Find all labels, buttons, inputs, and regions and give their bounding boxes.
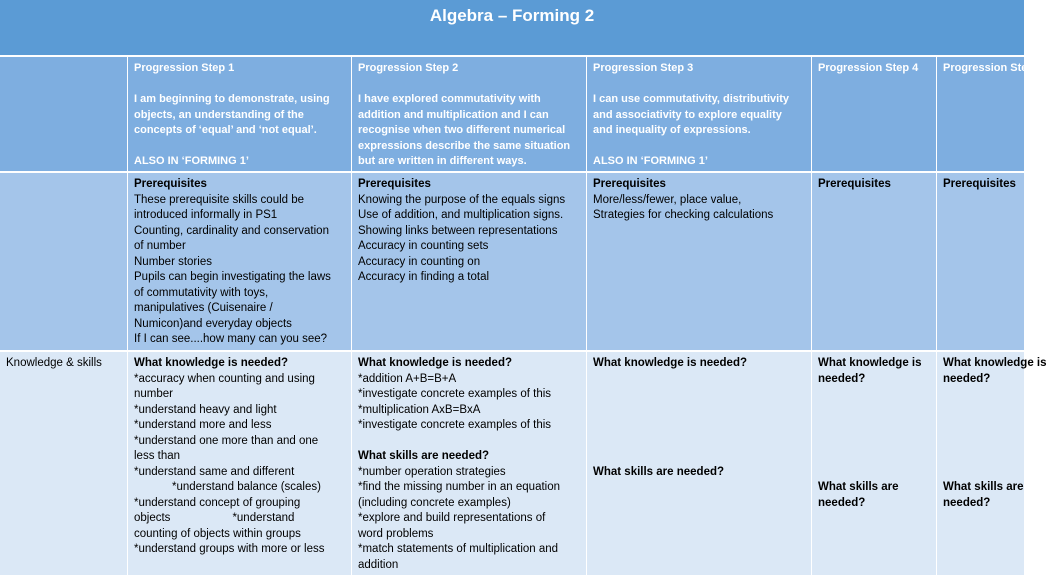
skills-heading: What skills are needed? bbox=[358, 450, 490, 462]
header-ps5 bbox=[937, 57, 1044, 173]
knowledge-item: *accuracy when counting and using bbox=[134, 372, 315, 385]
ps1-desc-line: concepts of ‘equal’ and ‘not equal’. bbox=[134, 124, 317, 136]
prereq-item: Pupils can begin investigating the laws bbox=[134, 271, 331, 283]
ps2-label: Progression Step 2 bbox=[358, 62, 459, 74]
prereq-item: Showing links between representations bbox=[358, 224, 558, 237]
skills-item: *explore and build representations of bbox=[358, 512, 546, 524]
prereq-item: Numicon)and everyday objects bbox=[134, 317, 292, 330]
skills-heading: What skills are bbox=[943, 481, 1024, 493]
knowledge-item: *understand same and different bbox=[134, 465, 295, 478]
knowledge-item: *understand groups with more or less bbox=[134, 543, 325, 555]
knowledge-item: *investigate concrete examples of this bbox=[358, 388, 552, 400]
knowledge-item: objects bbox=[134, 512, 171, 524]
knowledge-row-label: Knowledge & skills bbox=[6, 357, 102, 369]
prereq-item: Accuracy in counting sets bbox=[358, 240, 489, 252]
knowledge-item: *understand balance (scales) bbox=[172, 481, 321, 493]
skills-heading: What skills are bbox=[818, 481, 899, 493]
knowledge-item: *understand one more than and one bbox=[134, 434, 319, 447]
ps3-desc-line: and inequality of expressions. bbox=[593, 124, 751, 136]
skills-item: *match statements of multiplication and bbox=[358, 543, 559, 555]
knowledge-heading: What knowledge is bbox=[818, 357, 922, 369]
knowledge-ps4 bbox=[812, 352, 937, 575]
knowledge-ps2 bbox=[352, 352, 587, 575]
prereq-item: Accuracy in finding a total bbox=[358, 271, 490, 283]
knowledge-item: *understand heavy and light bbox=[134, 403, 277, 416]
prereq-item: Knowing the purpose of the equals signs bbox=[358, 193, 566, 206]
prereq-item: More/less/fewer, place value, bbox=[593, 193, 742, 206]
prereq-heading: Prerequisites bbox=[134, 178, 207, 190]
knowledge-heading: What knowledge is needed? bbox=[593, 357, 747, 369]
prereq-ps5 bbox=[937, 173, 1024, 352]
prereq-item: If I can see....how many can you see? bbox=[134, 333, 328, 345]
ps3-note: ALSO IN ‘FORMING 1’ bbox=[593, 155, 708, 167]
knowledge-item: *understand concept of grouping bbox=[134, 496, 301, 509]
skills-heading: needed? bbox=[818, 496, 866, 509]
prereq-item: introduced informally in PS1 bbox=[134, 209, 278, 221]
ps3-desc-line: and associativity to explore equality bbox=[593, 108, 782, 121]
ps4-label: Progression Step 4 bbox=[818, 62, 919, 74]
header-ps4 bbox=[812, 57, 937, 173]
knowledge-ps5 bbox=[937, 352, 1047, 575]
skills-heading: needed? bbox=[943, 496, 991, 509]
prereq-heading: Prerequisites bbox=[818, 178, 891, 190]
knowledge-heading: needed? bbox=[943, 372, 991, 385]
ps2-desc-line: I have explored commutativity with bbox=[358, 93, 541, 105]
knowledge-row-label-cell bbox=[0, 352, 128, 575]
knowledge-item: *understand bbox=[232, 512, 295, 524]
header-ps2 bbox=[352, 57, 587, 173]
ps1-note: ALSO IN ‘FORMING 1’ bbox=[134, 155, 249, 167]
prereq-item: Number stories bbox=[134, 255, 212, 268]
ps2-desc-line: but are written in different ways. bbox=[358, 155, 527, 167]
header-empty-cell bbox=[0, 57, 128, 173]
knowledge-heading: What knowledge is needed? bbox=[134, 357, 288, 369]
ps3-label: Progression Step 3 bbox=[593, 62, 694, 74]
ps2-desc-line: addition and multiplication and I can bbox=[358, 108, 549, 121]
prereq-heading: Prerequisites bbox=[943, 178, 1016, 190]
ps1-desc-line: I am beginning to demonstrate, using bbox=[134, 93, 330, 105]
prereq-item: manipulatives (Cuisenaire / bbox=[134, 302, 273, 314]
knowledge-heading: needed? bbox=[818, 372, 866, 385]
prereq-heading: Prerequisites bbox=[358, 178, 431, 190]
skills-item: word problems bbox=[358, 527, 434, 540]
ps3-desc-line: I can use commutativity, distributivity bbox=[593, 93, 790, 105]
ps5-label: Progression Step 5 bbox=[943, 62, 1044, 74]
knowledge-ps1 bbox=[128, 352, 352, 575]
skills-item: addition bbox=[358, 558, 399, 571]
prereq-heading: Prerequisites bbox=[593, 178, 666, 190]
prereq-item: Use of addition, and multiplication signs. bbox=[358, 209, 564, 221]
knowledge-ps3 bbox=[587, 352, 812, 575]
prereq-item: Accuracy in counting on bbox=[358, 255, 481, 268]
skills-item: *find the missing number in an equation bbox=[358, 481, 561, 493]
knowledge-heading: What knowledge is bbox=[943, 357, 1047, 369]
ps1-label: Progression Step 1 bbox=[134, 62, 235, 74]
knowledge-item-pair bbox=[134, 511, 345, 527]
prereq-item: Counting, cardinality and conservation bbox=[134, 224, 329, 237]
page-title: Algebra – Forming 2 bbox=[429, 6, 595, 25]
skills-heading: What skills are needed? bbox=[593, 465, 725, 478]
ps2-desc-line: recognise when two different numerical bbox=[358, 124, 566, 136]
prereq-item: These prerequisite skills could be bbox=[134, 193, 305, 206]
header-ps1 bbox=[128, 57, 352, 173]
knowledge-item: *multiplication AxB=BxA bbox=[358, 403, 481, 416]
knowledge-item: counting of objects within groups bbox=[134, 527, 301, 540]
knowledge-item: number bbox=[134, 388, 173, 400]
knowledge-item: *investigate concrete examples of this bbox=[358, 419, 552, 431]
skills-item: *number operation strategies bbox=[358, 465, 506, 478]
knowledge-heading: What knowledge is needed? bbox=[358, 357, 512, 369]
prereq-item: of number bbox=[134, 240, 186, 252]
skills-item: (including concrete examples) bbox=[358, 496, 511, 509]
ps1-desc-line: objects, an understanding of the bbox=[134, 108, 304, 121]
prereq-row-label-cell bbox=[0, 173, 128, 352]
ps2-desc-line: expressions describe the same situation bbox=[358, 139, 571, 152]
knowledge-item: *understand more and less bbox=[134, 419, 272, 431]
knowledge-item: *addition A+B=B+A bbox=[358, 372, 457, 385]
title-bar bbox=[0, 0, 1024, 55]
prereq-ps3 bbox=[587, 173, 812, 352]
prereq-item: of commutativity with toys, bbox=[134, 286, 269, 299]
prereq-ps1 bbox=[128, 173, 352, 352]
prereq-item: Strategies for checking calculations bbox=[593, 209, 774, 221]
knowledge-item: less than bbox=[134, 450, 181, 462]
prereq-ps2 bbox=[352, 173, 587, 352]
prereq-ps4 bbox=[812, 173, 937, 352]
header-ps3 bbox=[587, 57, 812, 173]
